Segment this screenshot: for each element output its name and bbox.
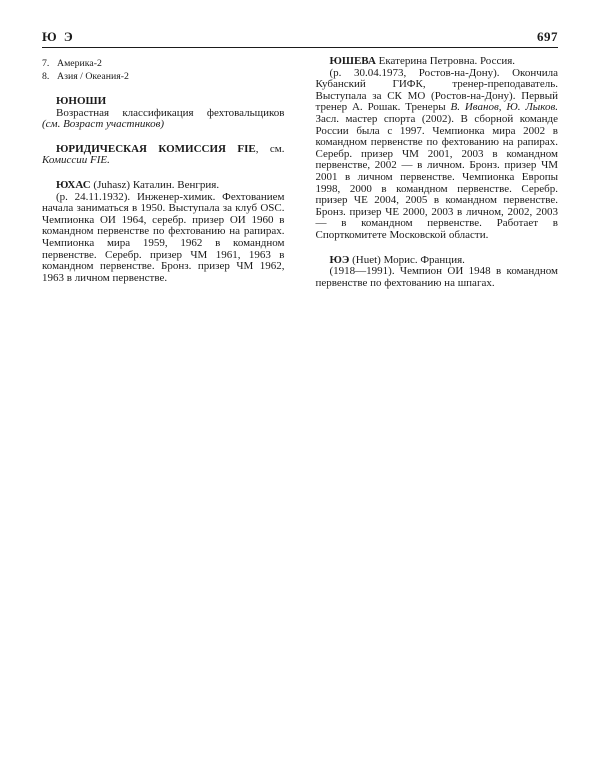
entry-body: (р. 24.11.1932). Инженер-химик. Фехтованием начала заниматься в 1950. Выступала за клуб OSC. Чемпионка ОИ 1964, серебр. призер ОИ 1960 в командном первенстве по фехтованию на рапирах. Чемпионка мира 1959, 1962 в командном первенстве. Серебр. призер ЧМ 1961, 1963 в командном первенстве. Бронз. призер ЧМ 1962, 1963 в личном первенстве.	[42, 190, 285, 284]
entry-yuridicheskaya-komissiya-fie	[42, 144, 285, 167]
entry-body: (1918—1991). Чемпион ОИ 1948 в командном первенстве по фехтованию на шпагах.	[315, 265, 558, 289]
entry-headword-line: ЮШЕВА Екатерина Петровна. Россия.	[329, 55, 516, 67]
entry-yue	[316, 255, 559, 290]
continuation-list	[42, 57, 285, 83]
list-item-text: Азия / Океания-2	[57, 71, 129, 82]
entry-headword-line: ЮХАС (Juhasz) Каталин. Венгрия.	[56, 178, 220, 191]
entry-headword-line: ЮЭ (Huet) Морис. Франция.	[329, 253, 465, 266]
header-rule	[42, 47, 558, 48]
entry-yunoshi	[42, 96, 285, 131]
page-header	[42, 30, 558, 44]
entry-yusheva	[316, 56, 559, 242]
page-number: 697	[537, 29, 558, 44]
left-column	[42, 56, 285, 289]
running-head: Ю Э	[42, 29, 75, 44]
list-item-number: 8.	[42, 71, 50, 82]
text-columns	[42, 56, 558, 289]
entry-body: (р. 30.04.1973, Ростов-на-Дону). Окончила Кубанский ГИФК, тренер-преподаватель. Выступала за СК МО (Ростов-на-Дону). Первый тренер А. Рошак. Тренеры В. Иванов, Ю. Лыков. Засл. мастер спорта (2002). В сборной команде России была с 1997. Чемпионка мира 2002 в командном первенстве по фехтованию на рапирах. Серебр. призер ЧМ 2001, 2003 в командном первенстве, 2002 — в личном. Бронз. призер ЧМ 2001 в личном первенстве. Чемпионка Европы 1998, 2000 в командном первенстве. Серебр. призер ЧЕ 2004, 2005 в командном первенстве. Бронз. призер ЧЕ 2000, 2003 в личном, 2002, 2003 — в командном первенстве. Работает в Спорткомитете Московской области.	[315, 66, 558, 241]
entry-body: Возрастная классификация фехтовальщиков (см. Возраст участников)	[42, 106, 285, 131]
list-item	[42, 70, 285, 83]
list-item	[42, 57, 285, 70]
list-item-number: 7.	[42, 58, 50, 69]
right-column	[316, 56, 559, 289]
entry-body: ЮРИДИЧЕСКАЯ КОМИССИЯ FIE, см. Комиссии FIE.	[42, 142, 285, 167]
entry-headword-line: ЮНОШИ	[56, 95, 107, 107]
list-item-text: Америка-2	[57, 58, 102, 69]
entry-yukhas	[42, 180, 285, 284]
